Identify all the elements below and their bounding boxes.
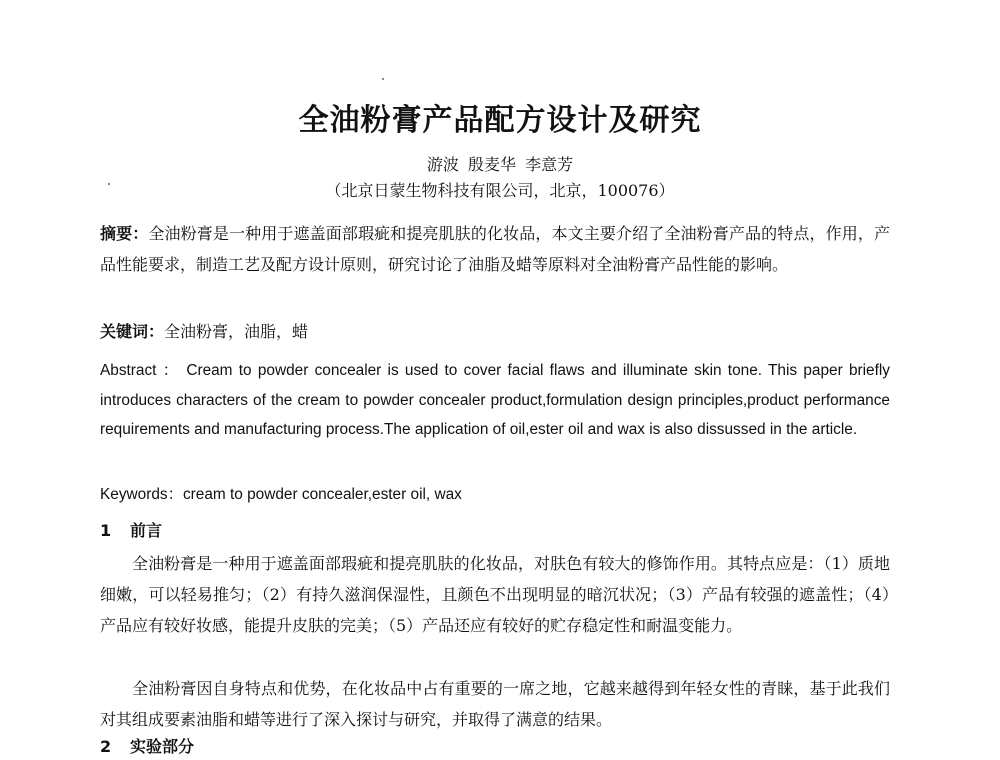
keywords-chinese-label: 关键词： bbox=[100, 322, 165, 341]
keywords-english-label: Keywords： bbox=[100, 486, 183, 503]
section-heading-introduction bbox=[100, 518, 162, 544]
section-heading-experimental bbox=[100, 734, 194, 760]
abstract-chinese-text: 全油粉膏是一种用于遮盖面部瑕疵和提亮肌肤的化妆品，本文主要介绍了全油粉膏产品的特点，作用，产品性能要求，制造工艺及配方设计原则，研究讨论了油脂及蜡等原料对全油粉膏产品性能的影响。 bbox=[100, 224, 890, 274]
abstract-chinese-label: 摘要： bbox=[100, 224, 149, 243]
abstract-english-text: Cream to powder concealer is used to cover facial flaws and illuminate skin tone. This paper briefly introduces characters of the cream to powder concealer product,formulation design principles,product performance requirements and manufacturing process.The application of oil,ester oil and wax is also dissussed in the article. bbox=[100, 362, 890, 439]
abstract-english-label: Abstract ： bbox=[100, 362, 181, 379]
scan-speck bbox=[382, 78, 384, 80]
keywords-english-text: cream to powder concealer,ester oil, wax bbox=[182, 486, 462, 503]
section-number: 2 bbox=[100, 737, 112, 756]
keywords-english bbox=[100, 482, 462, 508]
abstract-english bbox=[100, 356, 890, 445]
paper-title: 全油粉膏产品配方设计及研究 bbox=[298, 103, 702, 138]
body-paragraph: 全油粉膏是一种用于遮盖面部瑕疵和提亮肌肤的化妆品，对肤色有较大的修饰作用。其特点应是：（1）质地细嫩，可以轻易推匀；（2）有持久滋润保湿性，且颜色不出现明显的暗沉状况；（3）产品有较强的遮盖性；（4）产品应有较好妆感，能提升皮肤的完美；（5）产品还应有较好的贮存稳定性和耐温变能力。 bbox=[100, 554, 890, 635]
abstract-chinese bbox=[100, 218, 890, 280]
keywords-chinese bbox=[100, 319, 308, 345]
paper-affiliation: （北京日蒙生物科技有限公司，北京，100076） bbox=[325, 181, 675, 200]
body-paragraph: 全油粉膏因自身特点和优势，在化妆品中占有重要的一席之地，它越来越得到年轻女性的青睐，基于此我们对其组成要素油脂和蜡等进行了深入探讨与研究，并取得了满意的结果。 bbox=[100, 679, 890, 729]
keywords-chinese-text: 全油粉膏，油脂，蜡 bbox=[164, 322, 309, 341]
section-title: 实验部分 bbox=[130, 737, 195, 756]
paper-authors: 游波 殷麦华 李意芳 bbox=[426, 155, 574, 174]
section-title: 前言 bbox=[130, 521, 163, 540]
section-number: 1 bbox=[100, 521, 112, 540]
